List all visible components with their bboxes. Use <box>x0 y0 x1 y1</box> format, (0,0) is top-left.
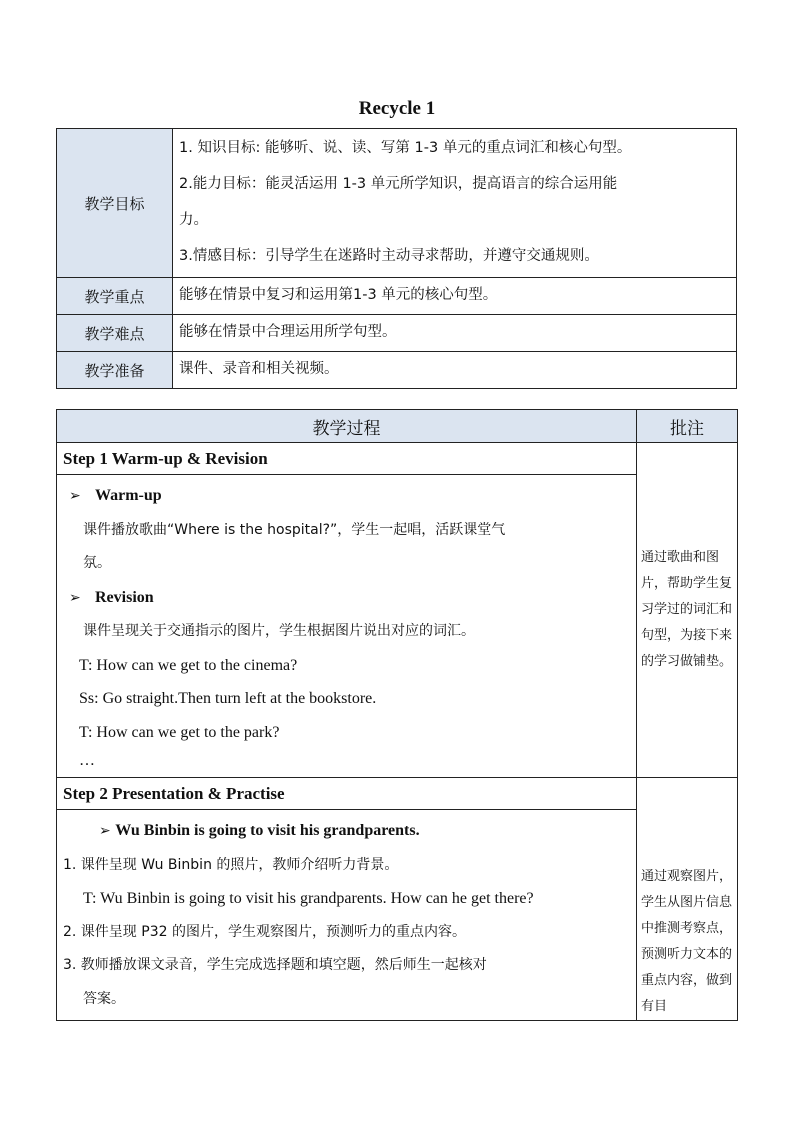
dialog-line: T: How can we get to the park? <box>79 723 280 741</box>
objective-line: 1. 知识目标: 能够听、说、读、写第 1-3 单元的重点词汇和核心句型。 <box>179 140 632 156</box>
objectives-table <box>56 128 737 389</box>
warmup-line: 课件播放歌曲“Where is the hospital?”，学生一起唱，活跃课堂气 <box>83 521 506 538</box>
step1-body <box>57 475 637 778</box>
objective-line: 2.能力目标：能灵活运用 1-3 单元所学知识，提高语言的综合运用能 <box>179 176 618 192</box>
key-points-label: 教学重点 <box>57 278 173 315</box>
preparation-label: 教学准备 <box>57 352 173 389</box>
dialog-line: Ss: Go straight.Then turn left at the bookstore. <box>79 690 377 707</box>
revision-heading: ➢ Revision <box>63 581 630 616</box>
step2-item: 3. 教师播放课文录音，学生完成选择题和填空题，然后师生一起核对 <box>63 957 487 973</box>
page-title: Recycle 1 <box>358 98 436 119</box>
revision-line: 课件呈现关于交通指示的图片，学生根据图片说出对应的词汇。 <box>83 623 475 639</box>
warmup-heading: ➢ Warm-up <box>63 479 630 514</box>
step2-body <box>57 810 637 1021</box>
step2-title: Step 2 Presentation & Practise <box>57 778 637 810</box>
notes-header: 批注 <box>637 410 738 443</box>
key-points-value: 能够在情景中复习和运用第1-3 单元的核心句型。 <box>173 278 737 315</box>
step2-item: 1. 课件呈现 Wu Binbin 的照片，教师介绍听力背景。 <box>63 856 399 873</box>
objectives-value <box>173 129 737 278</box>
arrow-icon: ➢ <box>99 823 116 839</box>
process-header: 教学过程 <box>57 410 637 443</box>
step2-note: 通过观察图片，学生从图片信息中推测考察点，预测听力文本的重点内容，做到有目 <box>637 778 738 1021</box>
process-table <box>56 409 738 1021</box>
step2-subtitle: ➢ Wu Binbin is going to visit his grandparents. <box>99 822 420 839</box>
ellipsis: … <box>79 752 95 769</box>
step1-title: Step 1 Warm-up & Revision <box>57 443 637 475</box>
objectives-label: 教学目标 <box>57 129 173 278</box>
step2-item: 答案。 <box>83 990 125 1007</box>
objective-line: 3.情感目标：引导学生在迷路时主动寻求帮助，并遵守交通规则。 <box>179 248 599 264</box>
difficulties-value: 能够在情景中合理运用所学句型。 <box>173 315 737 352</box>
dialog-line: T: Wu Binbin is going to visit his grandparents. How can he get there? <box>83 890 534 907</box>
objective-line: 力。 <box>179 212 208 228</box>
difficulties-label: 教学难点 <box>57 315 173 352</box>
step1-note: 通过歌曲和图片，帮助学生复习学过的词汇和句型，为接下来的学习做铺垫。 <box>637 443 738 778</box>
step2-item: 2. 课件呈现 P32 的图片，学生观察图片，预测听力的重点内容。 <box>63 923 466 940</box>
dialog-line: T: How can we get to the cinema? <box>79 656 298 674</box>
preparation-value: 课件、录音和相关视频。 <box>173 352 737 389</box>
warmup-line: 氛。 <box>83 555 111 571</box>
arrow-icon: ➢ <box>69 488 81 504</box>
arrow-icon: ➢ <box>69 589 81 606</box>
